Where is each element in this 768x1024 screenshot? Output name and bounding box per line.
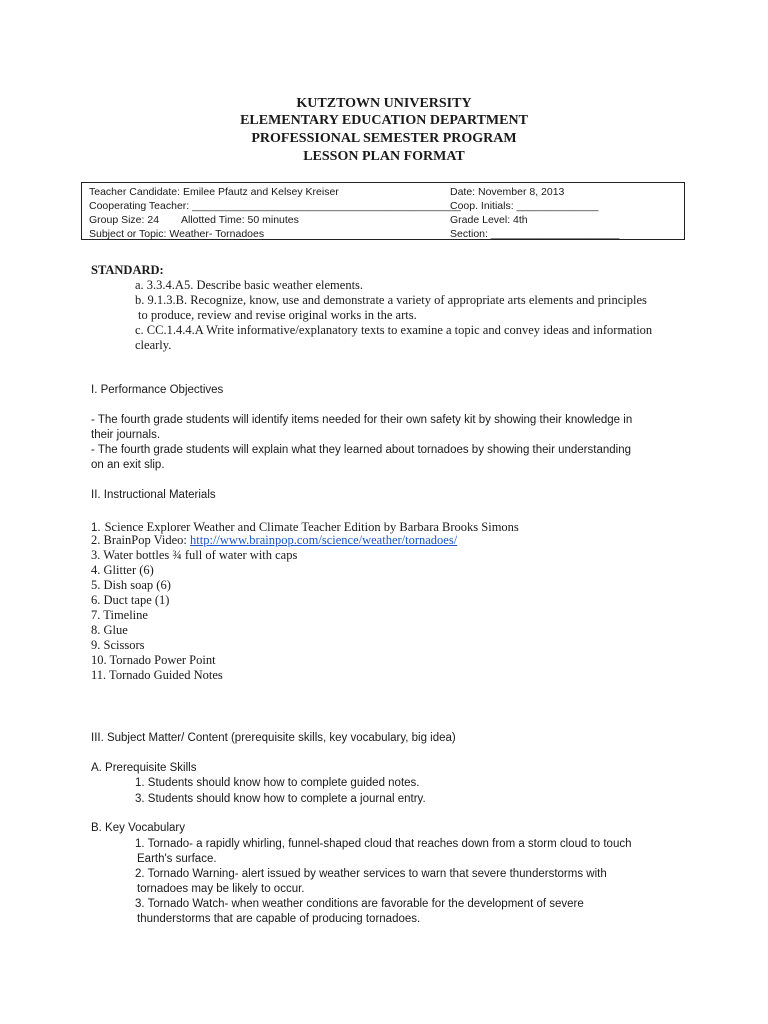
material-item-10: 10. Tornado Power Point — [91, 653, 216, 667]
vocab-2-line2: tornadoes may be likely to occur. — [137, 883, 305, 895]
department-title: ELEMENTARY EDUCATION DEPARTMENT — [240, 113, 528, 128]
objectives-heading: I. Performance Objectives — [91, 384, 224, 396]
subject-topic: Subject or Topic: Weather- Tornadoes — [89, 228, 265, 240]
material-item-4: 4. Glitter (6) — [91, 563, 154, 577]
material-item-11: 11. Tornado Guided Notes — [91, 668, 223, 682]
material-item-7: 7. Timeline — [91, 608, 148, 622]
prerequisite-skills-heading: A. Prerequisite Skills — [91, 762, 197, 774]
allotted-time: Allotted Time: 50 minutes — [181, 214, 299, 226]
vocab-1-line2: Earth's surface. — [137, 853, 217, 865]
material-item-5: 5. Dish soap (6) — [91, 578, 171, 592]
brainpop-link[interactable]: http://www.brainpop.com/science/weather/tornadoes/ — [190, 533, 458, 547]
material-item-1-number: 1. — [91, 522, 101, 534]
program-title: PROFESSIONAL SEMESTER PROGRAM — [251, 131, 517, 146]
vocab-2-line1: 2. Tornado Warning- alert issued by weather services to warn that severe thunderstorms with — [135, 868, 607, 880]
standard-b-line2: to produce, review and revise original works in the arts. — [138, 308, 417, 322]
key-vocabulary-heading: B. Key Vocabulary — [91, 822, 185, 834]
grade-level: Grade Level: 4th — [450, 214, 528, 226]
standard-heading: STANDARD: — [91, 263, 164, 277]
material-item-8: 8. Glue — [91, 623, 128, 637]
objective-2-line1: - The fourth grade students will explain what they learned about tornadoes by showing their understanding — [91, 444, 631, 456]
objective-2-line2: on an exit slip. — [91, 459, 165, 471]
cooperating-teacher: Cooperating Teacher: ______________________________________________ — [89, 200, 461, 212]
teacher-candidate: Teacher Candidate: Emilee Pfautz and Kelsey Kreiser — [89, 186, 339, 198]
material-item-6: 6. Duct tape (1) — [91, 593, 170, 607]
format-title: LESSON PLAN FORMAT — [303, 149, 465, 164]
lesson-date: Date: November 8, 2013 — [450, 186, 565, 198]
standard-c-line2: clearly. — [135, 338, 172, 352]
group-size: Group Size: 24 — [89, 214, 160, 226]
vocab-3-line1: 3. Tornado Watch- when weather conditions are favorable for the development of severe — [135, 898, 584, 910]
objective-1-line2: their journals. — [91, 429, 161, 441]
material-item-2-text: 2. BrainPop Video: — [91, 533, 191, 547]
standard-b-line1: b. 9.1.3.B. Recognize, know, use and demonstrate a variety of appropriate arts elements and principles — [135, 293, 647, 307]
section: Section: ______________________ — [450, 228, 620, 240]
standard-c-line1: c. CC.1.4.4.A Write informative/explanatory texts to examine a topic and convey ideas and information — [135, 323, 653, 337]
university-title: KUTZTOWN UNIVERSITY — [296, 96, 472, 111]
coop-initials: Coop. Initials: ______________ — [450, 200, 599, 212]
material-item-2 — [91, 533, 457, 548]
material-item-3: 3. Water bottles ¾ full of water with caps — [91, 548, 298, 562]
material-item-9: 9. Scissors — [91, 638, 145, 652]
prerequisite-skill-1: 1. Students should know how to complete guided notes. — [135, 777, 420, 789]
subject-matter-heading: III. Subject Matter/ Content (prerequisite skills, key vocabulary, big idea) — [91, 732, 456, 744]
material-item-1-text: Science Explorer Weather and Climate Teacher Edition by Barbara Brooks Simons — [104, 520, 519, 534]
objective-1-line1: - The fourth grade students will identify items needed for their own safety kit by showing their knowledge in — [91, 414, 633, 426]
standard-a: a. 3.3.4.A5. Describe basic weather elements. — [135, 278, 364, 292]
vocab-3-line2: thunderstorms that are capable of producing tornadoes. — [137, 913, 421, 925]
prerequisite-skill-2: 3. Students should know how to complete a journal entry. — [135, 793, 426, 805]
vocab-1-line1: 1. Tornado- a rapidly whirling, funnel-shaped cloud that reaches down from a storm cloud to touch — [135, 838, 632, 850]
materials-heading: II. Instructional Materials — [91, 489, 216, 501]
